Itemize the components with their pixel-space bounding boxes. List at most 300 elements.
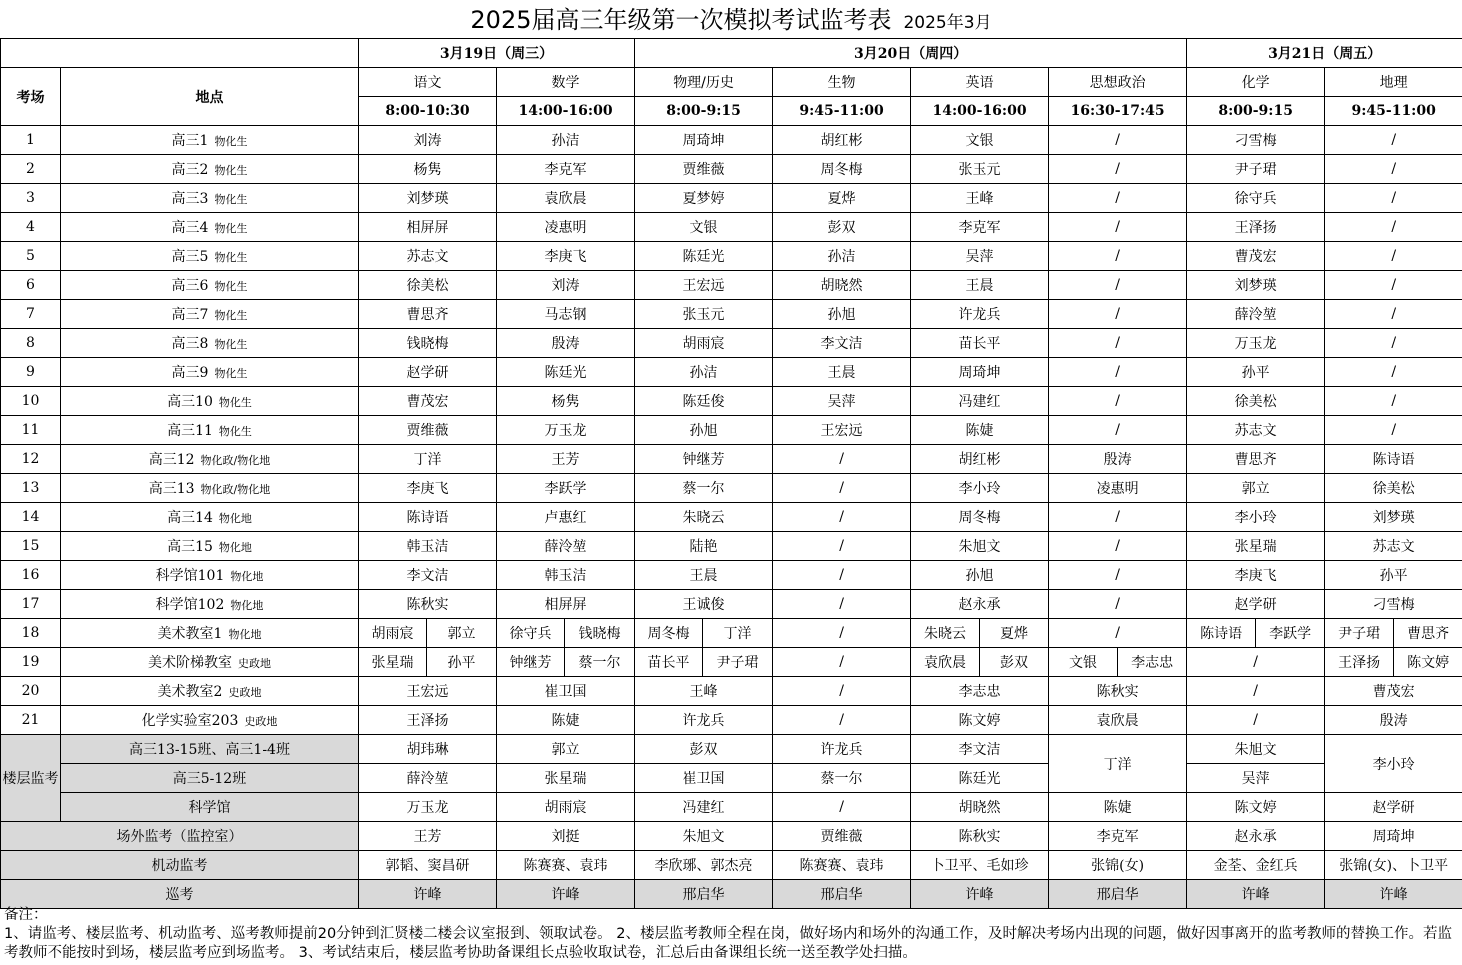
proctor-cell: 孙洁 [497, 126, 635, 155]
proctor-cell: / [1049, 126, 1187, 155]
proctor-cell: 刁雪梅 [1187, 126, 1325, 155]
room-number: 14 [1, 503, 61, 532]
subject-combo: 物化政/物化地 [200, 454, 271, 467]
proctor-cell: 许峰 [497, 880, 635, 909]
proctor-cell: / [1049, 300, 1187, 329]
proctor-cell: 胡晓然 [773, 271, 911, 300]
subject-combo: 物化地 [218, 512, 252, 525]
proctor-cell: / [1325, 184, 1462, 213]
subject-combo: 物化生 [214, 338, 248, 351]
proctor-cell: 许峰 [1187, 880, 1325, 909]
proctor-cell: 刘梦瑛 [1325, 503, 1462, 532]
proctor-cell: 朱晓云 [635, 503, 773, 532]
location-cell [61, 706, 359, 735]
proctor-cell: / [1049, 619, 1187, 648]
room-number: 7 [1, 300, 61, 329]
proctor-cell: 王芳 [497, 445, 635, 474]
proctor-cell: / [773, 619, 911, 648]
proctor-cell: 许龙兵 [911, 300, 1049, 329]
time-header: 9:45-11:00 [1325, 97, 1462, 126]
location-name: 高三13 [148, 481, 195, 497]
proctor-cell: 陈文婷 [1394, 648, 1462, 677]
proctor-cell: 李跃学 [497, 474, 635, 503]
table-row [1, 851, 1462, 880]
location-cell [61, 619, 359, 648]
proctor-cell: 刘涛 [359, 126, 497, 155]
proctor-cell: 苏志文 [1187, 416, 1325, 445]
proctor-cell: 钱晓梅 [565, 619, 635, 648]
proctor-cell: / [1325, 387, 1462, 416]
proctor-cell: 陈秋实 [1049, 677, 1187, 706]
proctor-cell: 胡玮琳 [359, 735, 497, 764]
proctor-cell: 陈廷光 [497, 358, 635, 387]
room-number: 1 [1, 126, 61, 155]
proctor-cell: 韩玉洁 [497, 561, 635, 590]
subject-combo: 物化地 [218, 541, 252, 554]
proctor-cell: 冯建红 [911, 387, 1049, 416]
proctor-cell: 贾维薇 [773, 822, 911, 851]
proctor-cell: 周琦坤 [1325, 822, 1462, 851]
proctor-cell: 崔卫国 [635, 764, 773, 793]
proctor-cell: 孙旭 [911, 561, 1049, 590]
proctor-cell: 袁欣晨 [911, 648, 980, 677]
floor-label: 楼层监考 [1, 735, 61, 822]
proctor-cell: 相屏屏 [359, 213, 497, 242]
table-row [1, 213, 1462, 242]
location-name: 科学馆101 [155, 568, 225, 584]
proctor-cell: / [1325, 242, 1462, 271]
sheet-title [0, 0, 1462, 38]
proctor-cell: 马志钢 [497, 300, 635, 329]
table-row [1, 532, 1462, 561]
floor-area: 科学馆 [61, 793, 359, 822]
proctor-cell: 李志忠 [911, 677, 1049, 706]
room-number: 12 [1, 445, 61, 474]
proctor-cell: 丁洋 [359, 445, 497, 474]
location-header: 地点 [61, 68, 359, 126]
room-number: 4 [1, 213, 61, 242]
table-row [1, 445, 1462, 474]
proctor-cell: 李文洁 [911, 735, 1049, 764]
subject-combo: 史政地 [244, 715, 278, 728]
proctor-cell: / [773, 793, 911, 822]
proctor-cell: / [1049, 561, 1187, 590]
proctor-cell: 尹子珺 [703, 648, 773, 677]
date-header: 3月21日（周五） [1187, 39, 1462, 68]
proctor-cell: / [773, 503, 911, 532]
proctor-cell: 曹茂宏 [359, 387, 497, 416]
proctor-cell: 王宏远 [359, 677, 497, 706]
location-name: 高三4 [171, 220, 209, 236]
proctor-cell: 万玉龙 [359, 793, 497, 822]
table-row [1, 503, 1462, 532]
location-cell [61, 445, 359, 474]
proctor-cell: 周冬梅 [773, 155, 911, 184]
time-header: 14:00-16:00 [497, 97, 635, 126]
proctor-cell: 杨隽 [359, 155, 497, 184]
header-blank [1, 39, 359, 68]
location-cell [61, 300, 359, 329]
proctor-cell: 杨隽 [497, 387, 635, 416]
proctor-cell: 徐美松 [1325, 474, 1462, 503]
table-row [1, 126, 1462, 155]
subtitle-text: 2025年3月 [903, 13, 992, 33]
room-number: 3 [1, 184, 61, 213]
proctor-cell: 陈廷光 [635, 242, 773, 271]
proctor-cell: / [1325, 300, 1462, 329]
proctor-cell: 赵学研 [359, 358, 497, 387]
table-row [1, 184, 1462, 213]
proctor-cell: 金荃、金红兵 [1187, 851, 1325, 880]
proctor-cell: 李小玲 [1325, 735, 1462, 793]
proctor-cell: 文银 [911, 126, 1049, 155]
proctor-cell: 王宏远 [773, 416, 911, 445]
proctor-cell: 陈廷俊 [635, 387, 773, 416]
proctor-cell: 赵学研 [1187, 590, 1325, 619]
proctor-cell: / [1049, 358, 1187, 387]
subject-combo: 物化地 [230, 599, 264, 612]
table-row [1, 706, 1462, 735]
proctor-cell: 钟继芳 [497, 648, 565, 677]
subject-header: 语文 [359, 68, 497, 97]
proctor-cell: 胡雨宸 [359, 619, 427, 648]
proctor-cell: / [1325, 329, 1462, 358]
proctor-cell: / [1049, 503, 1187, 532]
proctor-cell: 殷涛 [1049, 445, 1187, 474]
proctor-cell: 陈诗语 [359, 503, 497, 532]
location-cell [61, 155, 359, 184]
time-header: 8:00-9:15 [1187, 97, 1325, 126]
proctor-cell: 曹思齐 [359, 300, 497, 329]
location-cell [61, 271, 359, 300]
proctor-cell: 王泽扬 [359, 706, 497, 735]
notes-text: 1、请监考、楼层监考、机动监考、巡考教师提前20分钟到汇贤楼二楼会议室报到、领取试卷。 2、楼层监考教师全程在岗，做好场内和场外的沟通工作，及时解决考场内出现的问题，做好因事离开的监考教师的替换工作。若监考教师不能按时到场，楼层监考应到场监考。 3、考试结束后，楼层监考协助备课组长点验收取试卷，汇总后由备课组长统一送至教学处扫描。 [4, 926, 1453, 961]
proctor-cell: / [1187, 677, 1325, 706]
proctor-cell: / [773, 561, 911, 590]
table-row [1, 155, 1462, 184]
proctor-cell: 王诚俊 [635, 590, 773, 619]
proctor-cell: / [1325, 126, 1462, 155]
table-row [1, 68, 1462, 97]
location-cell [61, 561, 359, 590]
proctor-cell: 张玉元 [635, 300, 773, 329]
proctor-cell: 韩玉洁 [359, 532, 497, 561]
proctor-cell: / [773, 474, 911, 503]
subject-combo: 物化政/物化地 [200, 483, 271, 496]
title-text: 2025届高三年级第一次模拟考试监考表 [470, 6, 892, 34]
subject-header: 生物 [773, 68, 911, 97]
proctor-cell: 钱晓梅 [359, 329, 497, 358]
invigilation-table [0, 38, 1462, 909]
proctor-cell: 郭立 [427, 619, 497, 648]
proctor-cell: 贾维薇 [359, 416, 497, 445]
proctor-cell: 陈秋实 [359, 590, 497, 619]
table-row [1, 880, 1462, 909]
proctor-cell: / [1049, 532, 1187, 561]
room-number: 9 [1, 358, 61, 387]
proctor-cell: / [773, 445, 911, 474]
subject-combo: 物化生 [214, 135, 248, 148]
subject-header: 思想政治 [1049, 68, 1187, 97]
proctor-cell: 刁雪梅 [1325, 590, 1462, 619]
room-number: 8 [1, 329, 61, 358]
proctor-cell: 曹思齐 [1187, 445, 1325, 474]
proctor-cell: 赵永承 [911, 590, 1049, 619]
proctor-cell: / [773, 677, 911, 706]
location-name: 高三9 [171, 365, 209, 381]
proctor-cell: 胡红彬 [773, 126, 911, 155]
subject-combo: 物化生 [214, 251, 248, 264]
location-name: 美术教室2 [157, 684, 223, 700]
proctor-cell: / [1049, 242, 1187, 271]
proctor-cell: 钟继芳 [635, 445, 773, 474]
proctor-cell: 邢启华 [773, 880, 911, 909]
proctor-cell: / [1325, 155, 1462, 184]
proctor-cell: 周冬梅 [911, 503, 1049, 532]
proctor-cell: 曹茂宏 [1187, 242, 1325, 271]
table-row [1, 590, 1462, 619]
table-row [1, 387, 1462, 416]
location-cell [61, 242, 359, 271]
proctor-cell: 陈赛赛、袁玮 [773, 851, 911, 880]
proctor-cell: 朱旭文 [635, 822, 773, 851]
proctor-cell: 李克军 [1049, 822, 1187, 851]
location-cell [61, 358, 359, 387]
room-number: 15 [1, 532, 61, 561]
table-row [1, 242, 1462, 271]
proctor-cell: 丁洋 [703, 619, 773, 648]
table-row [1, 358, 1462, 387]
location-cell [61, 474, 359, 503]
proctor-cell: / [1325, 416, 1462, 445]
proctor-cell: / [1049, 416, 1187, 445]
proctor-cell: 张锦(女)、卜卫平 [1325, 851, 1462, 880]
proctor-cell: 张星瑞 [497, 764, 635, 793]
proctor-cell: 王峰 [911, 184, 1049, 213]
floor-area: 高三13-15班、高三1-4班 [61, 735, 359, 764]
subject-combo: 史政地 [238, 657, 271, 670]
location-cell [61, 677, 359, 706]
location-cell [61, 532, 359, 561]
proctor-cell: / [1049, 329, 1187, 358]
room-number: 13 [1, 474, 61, 503]
proctor-cell: 曹思齐 [1394, 619, 1462, 648]
notes-heading: 备注： [4, 907, 48, 923]
location-cell [61, 648, 359, 677]
date-header: 3月19日（周三） [359, 39, 635, 68]
proctor-cell: 彭双 [980, 648, 1049, 677]
proctor-cell: 夏烨 [773, 184, 911, 213]
proctor-cell: 张星瑞 [359, 648, 427, 677]
proctor-cell: 彭双 [635, 735, 773, 764]
proctor-cell: 蔡一尔 [773, 764, 911, 793]
proctor-cell: 苏志文 [1325, 532, 1462, 561]
proctor-cell: 许龙兵 [635, 706, 773, 735]
proctor-cell: 苗长平 [635, 648, 703, 677]
proctor-cell: 王晨 [773, 358, 911, 387]
proctor-cell: 丁洋 [1049, 735, 1187, 793]
room-number: 11 [1, 416, 61, 445]
proctor-cell: / [1187, 648, 1325, 677]
location-name: 高三15 [167, 539, 213, 555]
proctor-cell: 郭韬、窦昌研 [359, 851, 497, 880]
proctor-cell: 李庚飞 [1187, 561, 1325, 590]
proctor-cell: 尹子珺 [1187, 155, 1325, 184]
table-row [1, 39, 1462, 68]
table-row [1, 677, 1462, 706]
proctor-cell: / [1049, 387, 1187, 416]
proctor-cell: 郭立 [497, 735, 635, 764]
proctor-cell: 许龙兵 [773, 735, 911, 764]
proctor-cell: 赵学研 [1325, 793, 1462, 822]
proctor-cell: 陈赛赛、袁玮 [497, 851, 635, 880]
proctor-cell: 王峰 [635, 677, 773, 706]
location-name: 化学实验室203 [141, 713, 239, 729]
subject-header: 数学 [497, 68, 635, 97]
proctor-cell: 李志忠 [1118, 648, 1187, 677]
proctor-cell: 薛泠堃 [1187, 300, 1325, 329]
proctor-cell: 文银 [1049, 648, 1118, 677]
proctor-cell: 孙平 [427, 648, 497, 677]
proctor-cell: 陈廷光 [911, 764, 1049, 793]
location-cell [61, 213, 359, 242]
proctor-cell: 文银 [635, 213, 773, 242]
location-cell [61, 387, 359, 416]
proctor-cell: 郭立 [1187, 474, 1325, 503]
proctor-cell: 彭双 [773, 213, 911, 242]
subject-combo: 物化生 [214, 193, 248, 206]
table-row [1, 271, 1462, 300]
subject-combo: 物化生 [218, 396, 252, 409]
proctor-cell: / [1049, 213, 1187, 242]
subject-combo: 物化生 [214, 164, 248, 177]
subject-combo: 物化地 [228, 628, 262, 641]
proctor-cell: / [773, 706, 911, 735]
subject-combo: 物化生 [214, 309, 248, 322]
proctor-cell: 周琦坤 [911, 358, 1049, 387]
location-name: 高三14 [167, 510, 213, 526]
proctor-cell: 贾维薇 [635, 155, 773, 184]
proctor-cell: 李文洁 [773, 329, 911, 358]
proctor-cell: 赵永承 [1187, 822, 1325, 851]
proctor-cell: 许峰 [1325, 880, 1462, 909]
proctor-cell: 夏烨 [980, 619, 1049, 648]
proctor-cell: 刘梦瑛 [1187, 271, 1325, 300]
proctor-cell: 孙旭 [635, 416, 773, 445]
proctor-cell: 陈诗语 [1187, 619, 1256, 648]
proctor-cell: 袁欣晨 [1049, 706, 1187, 735]
proctor-cell: 陈婕 [1049, 793, 1187, 822]
location-name: 高三10 [167, 394, 213, 410]
time-header: 9:45-11:00 [773, 97, 911, 126]
notes [4, 906, 1459, 963]
proctor-cell: 陈秋实 [911, 822, 1049, 851]
subject-combo: 物化生 [214, 367, 248, 380]
proctor-cell: 曹茂宏 [1325, 677, 1462, 706]
proctor-cell: 刘梦瑛 [359, 184, 497, 213]
proctor-cell: 李文洁 [359, 561, 497, 590]
time-header: 8:00-9:15 [635, 97, 773, 126]
subject-combo: 史政地 [228, 686, 262, 699]
proctor-cell: 陈诗语 [1325, 445, 1462, 474]
proctor-cell: 吴萍 [773, 387, 911, 416]
location-cell [61, 184, 359, 213]
proctor-cell: 周琦坤 [635, 126, 773, 155]
subject-header: 化学 [1187, 68, 1325, 97]
proctor-cell: 殷涛 [497, 329, 635, 358]
proctor-cell: 万玉龙 [1187, 329, 1325, 358]
table-row [1, 822, 1462, 851]
table-row [1, 474, 1462, 503]
proctor-cell: 胡晓然 [911, 793, 1049, 822]
proctor-cell: 张星瑞 [1187, 532, 1325, 561]
location-name: 高三1 [171, 133, 209, 149]
proctor-cell: 卜卫平、毛如珍 [911, 851, 1049, 880]
proctor-cell: / [1325, 213, 1462, 242]
proctor-cell: 吴萍 [1187, 764, 1325, 793]
location-name: 高三8 [171, 336, 209, 352]
proctor-cell: / [1325, 271, 1462, 300]
patrol-label: 巡考 [1, 880, 359, 909]
table-row [1, 764, 1462, 793]
proctor-cell: 张玉元 [911, 155, 1049, 184]
proctor-cell: 胡雨宸 [497, 793, 635, 822]
proctor-cell: 王泽扬 [1325, 648, 1394, 677]
proctor-cell: 李小玲 [1187, 503, 1325, 532]
proctor-cell: 张锦(女) [1049, 851, 1187, 880]
room-number: 6 [1, 271, 61, 300]
proctor-cell: 徐守兵 [1187, 184, 1325, 213]
proctor-cell: 冯建红 [635, 793, 773, 822]
room-number: 16 [1, 561, 61, 590]
location-name: 科学馆102 [155, 597, 225, 613]
room-number: 21 [1, 706, 61, 735]
location-cell [61, 329, 359, 358]
proctor-cell: 周冬梅 [635, 619, 703, 648]
room-number: 20 [1, 677, 61, 706]
proctor-cell: 王晨 [911, 271, 1049, 300]
table-row [1, 416, 1462, 445]
location-name: 美术阶梯教室 [148, 655, 232, 671]
proctor-cell: 朱晓云 [911, 619, 980, 648]
proctor-cell: 崔卫国 [497, 677, 635, 706]
proctor-cell: 朱旭文 [911, 532, 1049, 561]
proctor-cell: 王晨 [635, 561, 773, 590]
outside-label: 场外监考（监控室） [1, 822, 359, 851]
room-number: 17 [1, 590, 61, 619]
proctor-cell: 薛泠堃 [497, 532, 635, 561]
location-cell [61, 503, 359, 532]
proctor-cell: 王宏远 [635, 271, 773, 300]
location-cell [61, 590, 359, 619]
room-number: 10 [1, 387, 61, 416]
proctor-cell: 李庚飞 [359, 474, 497, 503]
proctor-cell: 邢启华 [635, 880, 773, 909]
proctor-cell: / [1049, 184, 1187, 213]
proctor-cell: 薛泠堃 [359, 764, 497, 793]
subject-combo: 物化生 [218, 425, 252, 438]
location-name: 高三2 [171, 162, 209, 178]
proctor-cell: 徐美松 [359, 271, 497, 300]
proctor-cell: 孙洁 [773, 242, 911, 271]
proctor-cell: 苏志文 [359, 242, 497, 271]
proctor-cell: 刘挺 [497, 822, 635, 851]
proctor-cell: 陈文婷 [911, 706, 1049, 735]
proctor-cell: / [1049, 155, 1187, 184]
proctor-cell: 万玉龙 [497, 416, 635, 445]
proctor-cell: / [1187, 706, 1325, 735]
proctor-cell: 尹子珺 [1325, 619, 1394, 648]
